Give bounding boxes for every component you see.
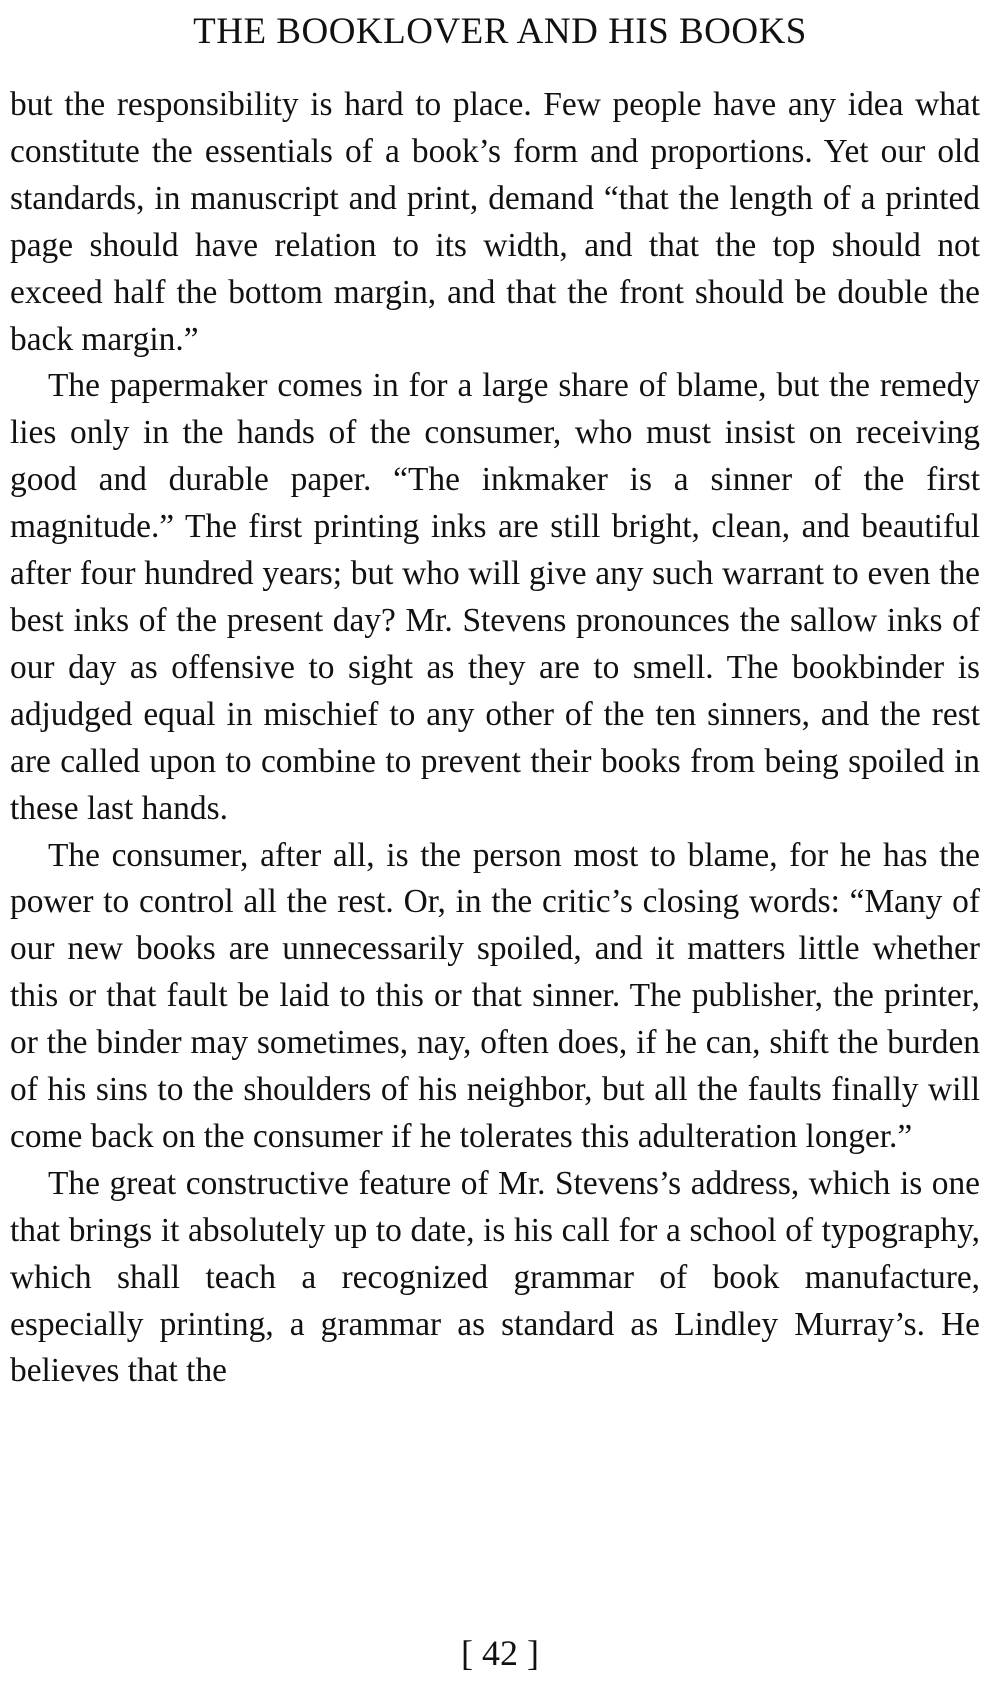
paragraph-2: The papermaker comes in for a large share of blame, but the remedy lies only in the hands of the consumer, who must insist on receiving good and durable paper. “The inkmaker is a sinner of the first magnitude.” The first printing inks are still bright, clean, and beautiful after four hundred years; but who will give any such warrant to even the best inks of the present day? Mr. Stevens pronounces the sallow inks of our day as offensive to sight as they are to smell. The bookbinder is adjudged equal in mischief to any other of the ten sinners, and the rest are called upon to combine to prevent their books from being spoiled in these last hands. — [10, 367, 980, 827]
paragraph-4: The great constructive feature of Mr. Stevens’s address, which is one that brings it absolutely up to date, is his call for a school of typography, which shall teach a recognized grammar of book manufacture, especially printing, a grammar as standard as Lindley Murray’s. He believes that the — [10, 1164, 980, 1390]
paragraph-3: The consumer, after all, is the person most to blame, for he has the power to control all the rest. Or, in the critic’s closing words: “Many of our new books are unnecessarily spoiled, and it matters little whether this or that fault be laid to this or that sinner. The publisher, the printer, or the binder may sometimes, nay, often does, if he can, shift the burden of his sins to the shoulders of his neighbor, but all the faults finally will come back on the consumer if he tolerates this adulteration longer.” — [10, 836, 980, 1155]
paragraph-1: but the responsibility is hard to place. Few people have any idea what constitute the essentials of a book’s form and proportions. Yet our old standards, in manuscript and print, demand “that the length of a printed page should have relation to its width, and that the top should not exceed half the bottom margin, and that the front should be double the back margin.” — [10, 86, 980, 358]
page-number: [ 42 ] — [461, 1633, 539, 1673]
body-text — [10, 82, 980, 1395]
running-head: THE BOOKLOVER AND HIS BOOKS — [193, 11, 807, 52]
